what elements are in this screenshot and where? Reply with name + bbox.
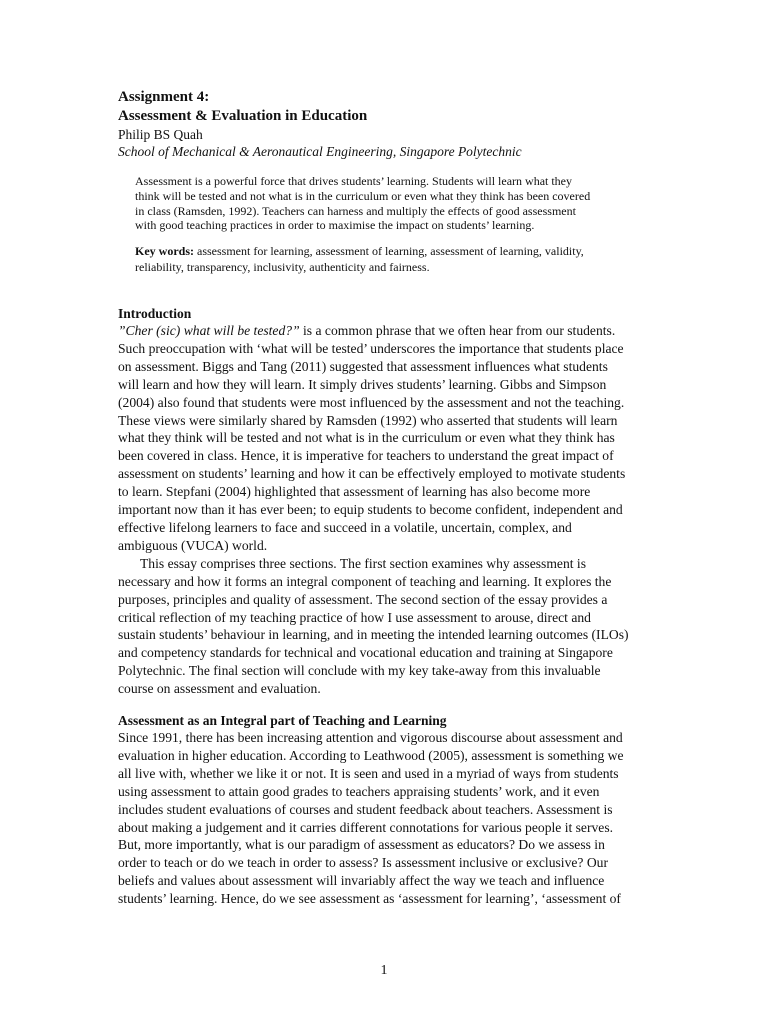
keywords-list: assessment for learning, assessment of learning, assessment of learning, validity, <box>194 244 584 258</box>
paragraph-line: to learn. Stepfani (2004) highlighted that assessment of learning has also become more <box>118 484 591 500</box>
introduction-body <box>118 322 652 698</box>
paragraph-line: course on assessment and evaluation. <box>118 681 321 697</box>
paragraph-line: order to teach or do we teach in order to assess? Is assessment inclusive or exclusive? Our <box>118 855 608 871</box>
paragraph-line: critical reflection of my teaching practice of how I use assessment to arouse, direct and <box>118 609 591 625</box>
author-name: Philip BS Quah <box>118 127 203 142</box>
quoted-question: ”Cher (sic) what will be tested?” <box>118 323 300 338</box>
paragraph-line: ambiguous (VUCA) world. <box>118 537 268 553</box>
paragraph-line: and competency standards for technical and vocational education and training at Singapore <box>118 645 613 661</box>
abstract-line: think will be tested and not what is in the curriculum or even what they think has been covered <box>135 188 591 203</box>
abstract-line: in class (Ramsden, 1992). Teachers can harness and multiply the effects of good assessment <box>135 203 576 218</box>
keywords <box>135 244 635 275</box>
keywords-label: Key words: <box>135 244 194 258</box>
author-affiliation: School of Mechanical & Aeronautical Engineering, Singapore Polytechnic <box>118 144 522 159</box>
paragraph-line: will learn and how they will learn. It simply drives students’ learning. Gibbs and Simpson <box>118 376 607 392</box>
document-header <box>118 88 658 160</box>
assignment-number: Assignment 4: <box>118 89 210 105</box>
paragraph-line: evaluation in higher education. According to Leathwood (2005), assessment is something we <box>118 747 624 763</box>
paragraph-line: assessment on students’ learning and how it can be effectively employed to motivate students <box>118 466 626 482</box>
paragraph-line: about making a judgement and it carries different connotations for various people it serves. <box>118 819 614 835</box>
intro-first-line <box>118 322 652 340</box>
paragraph-line: Such preoccupation with ‘what will be tested’ underscores the importance that students place <box>118 340 624 356</box>
paragraph-line: effective lifelong learners to face and succeed in a volatile, uncertain, complex, and <box>118 519 572 535</box>
intro-first-line-text: is a common phrase that we often hear from our students. <box>299 323 616 338</box>
paragraph-line: (2004) also found that students were most influenced by the assessment and not the teaching. <box>118 394 625 410</box>
paragraph-line: what they think will be tested and not what is in the curriculum or even what they think has <box>118 430 615 446</box>
paragraph-line: on assessment. Biggs and Tang (2011) suggested that assessment influences what students <box>118 358 608 374</box>
paragraph-line: This essay comprises three sections. The first section examines why assessment is <box>140 555 586 571</box>
paragraph-line: These views were similarly shared by Ramsden (1992) who asserted that students will learn <box>118 412 618 428</box>
paragraph-line: students’ learning. Hence, do we see assessment as ‘assessment for learning’, ‘assessment of <box>118 891 621 907</box>
introduction-heading: Introduction <box>118 306 192 321</box>
paragraph-line: all live with, whether we like it or not. It is seen and used in a myriad of ways from students <box>118 765 619 781</box>
assessment-section-body <box>118 729 652 908</box>
keywords-line: reliability, transparency, inclusivity, authenticity and fairness. <box>135 259 430 274</box>
paragraph-line: important now than it has ever been; to equip students to become confident, independent and <box>118 502 623 518</box>
section-heading-assessment: Assessment as an Integral part of Teaching and Learning <box>118 713 447 728</box>
page-number: 1 <box>380 963 388 978</box>
paragraph-line: been covered in class. Hence, it is imperative for teachers to understand the great impact of <box>118 448 614 464</box>
abstract-line: Assessment is a powerful force that drives students’ learning. Students will learn what they <box>135 174 573 188</box>
paragraph-line: necessary and how it forms an integral component of teaching and learning. It explores the <box>118 573 612 589</box>
paragraph-line: sustain students’ behaviour in learning, and in meeting the intended learning outcomes (ILOs) <box>118 627 629 643</box>
paragraph-line: using assessment to attain good grades to teachers appraising students’ work, and it even <box>118 783 600 799</box>
paragraph-line: But, more importantly, what is our paradigm of assessment as educators? Do we assess in <box>118 837 605 853</box>
keywords-line <box>135 244 635 260</box>
paragraph-line: Polytechnic. The final section will conclude with my key take-away from this invaluable <box>118 663 601 679</box>
document-title: Assessment & Evaluation in Education <box>118 108 368 124</box>
abstract <box>135 174 635 233</box>
paragraph-line: beliefs and values about assessment will invariably affect the way we teach and influence <box>118 873 605 889</box>
paragraph-line: purposes, principles and quality of assessment. The second section of the essay provides a <box>118 591 608 607</box>
abstract-line: with good teaching practices in order to maximise the impact on students’ learning. <box>135 218 535 233</box>
paragraph-line: Since 1991, there has been increasing attention and vigorous discourse about assessment and <box>118 730 623 745</box>
paragraph-line: includes student evaluations of courses and student feedback about teachers. Assessment is <box>118 801 613 817</box>
